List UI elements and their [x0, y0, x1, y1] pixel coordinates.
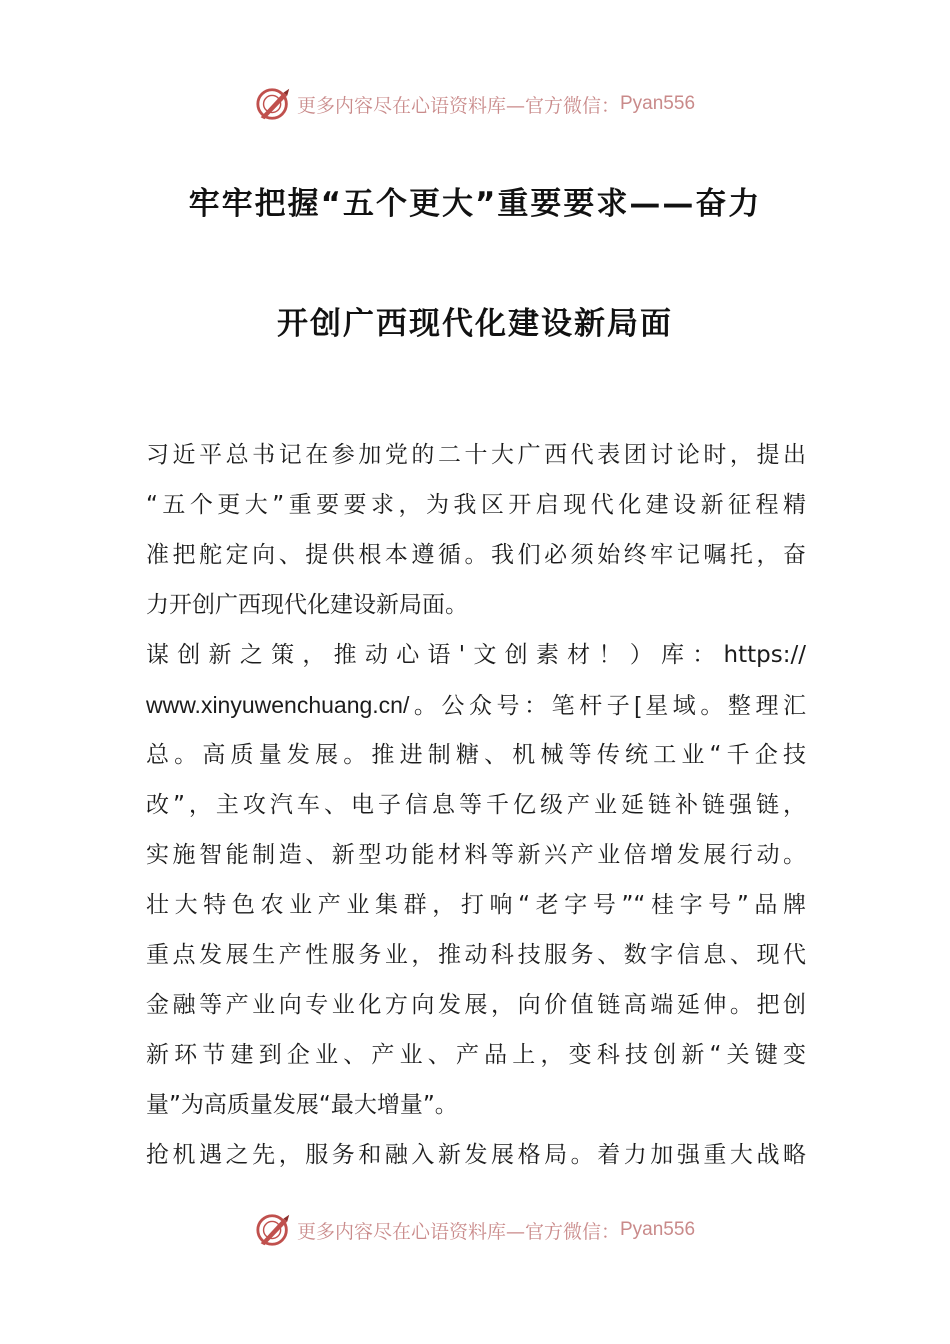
pen-logo-icon	[255, 1211, 293, 1249]
document-title-line-1: 牢牢把握“五个更大”重要要求——奋力	[188, 186, 762, 222]
body-line: 重点发展生产性服务业，推动科技服务、数字信息、现代	[146, 942, 806, 968]
document-title-line-2: 开创广西现代化建设新局面	[277, 306, 673, 342]
body-line: 金融等产业向专业化方向发展，向价值链高端延伸。把创	[146, 992, 806, 1018]
watermark-wechat-id: Pyan556	[620, 1219, 696, 1240]
body-line: 准把舵定向、提供根本遵循。我们必须始终牢记嘱托，奋	[146, 542, 806, 568]
body-line: www.xinyuwenchuang.cn/。公众号：笔杆子[星域。整理汇	[146, 692, 806, 718]
document-body	[146, 430, 806, 1180]
footer-watermark-banner	[0, 1210, 950, 1250]
pen-logo-icon	[255, 85, 293, 123]
header-watermark-banner	[0, 84, 950, 124]
watermark-text: 更多内容尽在心语资料库—官方微信：	[296, 94, 620, 117]
body-line: 抢机遇之先，服务和融入新发展格局。着力加强重大战略	[146, 1142, 806, 1168]
body-line: 总。高质量发展。推进制糖、机械等传统工业“千企技	[146, 742, 806, 768]
body-line: 实施智能制造、新型功能材料等新兴产业倍增发展行动。	[146, 842, 806, 868]
body-line: 新环节建到企业、产业、产品上，变科技创新“关键变	[146, 1042, 806, 1068]
body-line: 谋创新之策，推动心语'文创素材！）库：https://	[146, 642, 806, 668]
watermark-wechat-id: Pyan556	[620, 93, 696, 114]
body-line: 改”，主攻汽车、电子信息等千亿级产业延链补链强链，	[146, 792, 806, 818]
body-line: 壮大特色农业产业集群，打响“老字号”“桂字号”品牌	[146, 892, 806, 918]
body-line: “五个更大”重要要求，为我区开启现代化建设新征程精	[146, 492, 806, 518]
body-line: 力开创广西现代化建设新局面。	[146, 592, 468, 618]
body-line: 习近平总书记在参加党的二十大广西代表团讨论时，提出	[146, 442, 806, 468]
watermark-text: 更多内容尽在心语资料库—官方微信：	[296, 1220, 620, 1243]
body-line: 量”为高质量发展“最大增量”。	[146, 1092, 458, 1118]
